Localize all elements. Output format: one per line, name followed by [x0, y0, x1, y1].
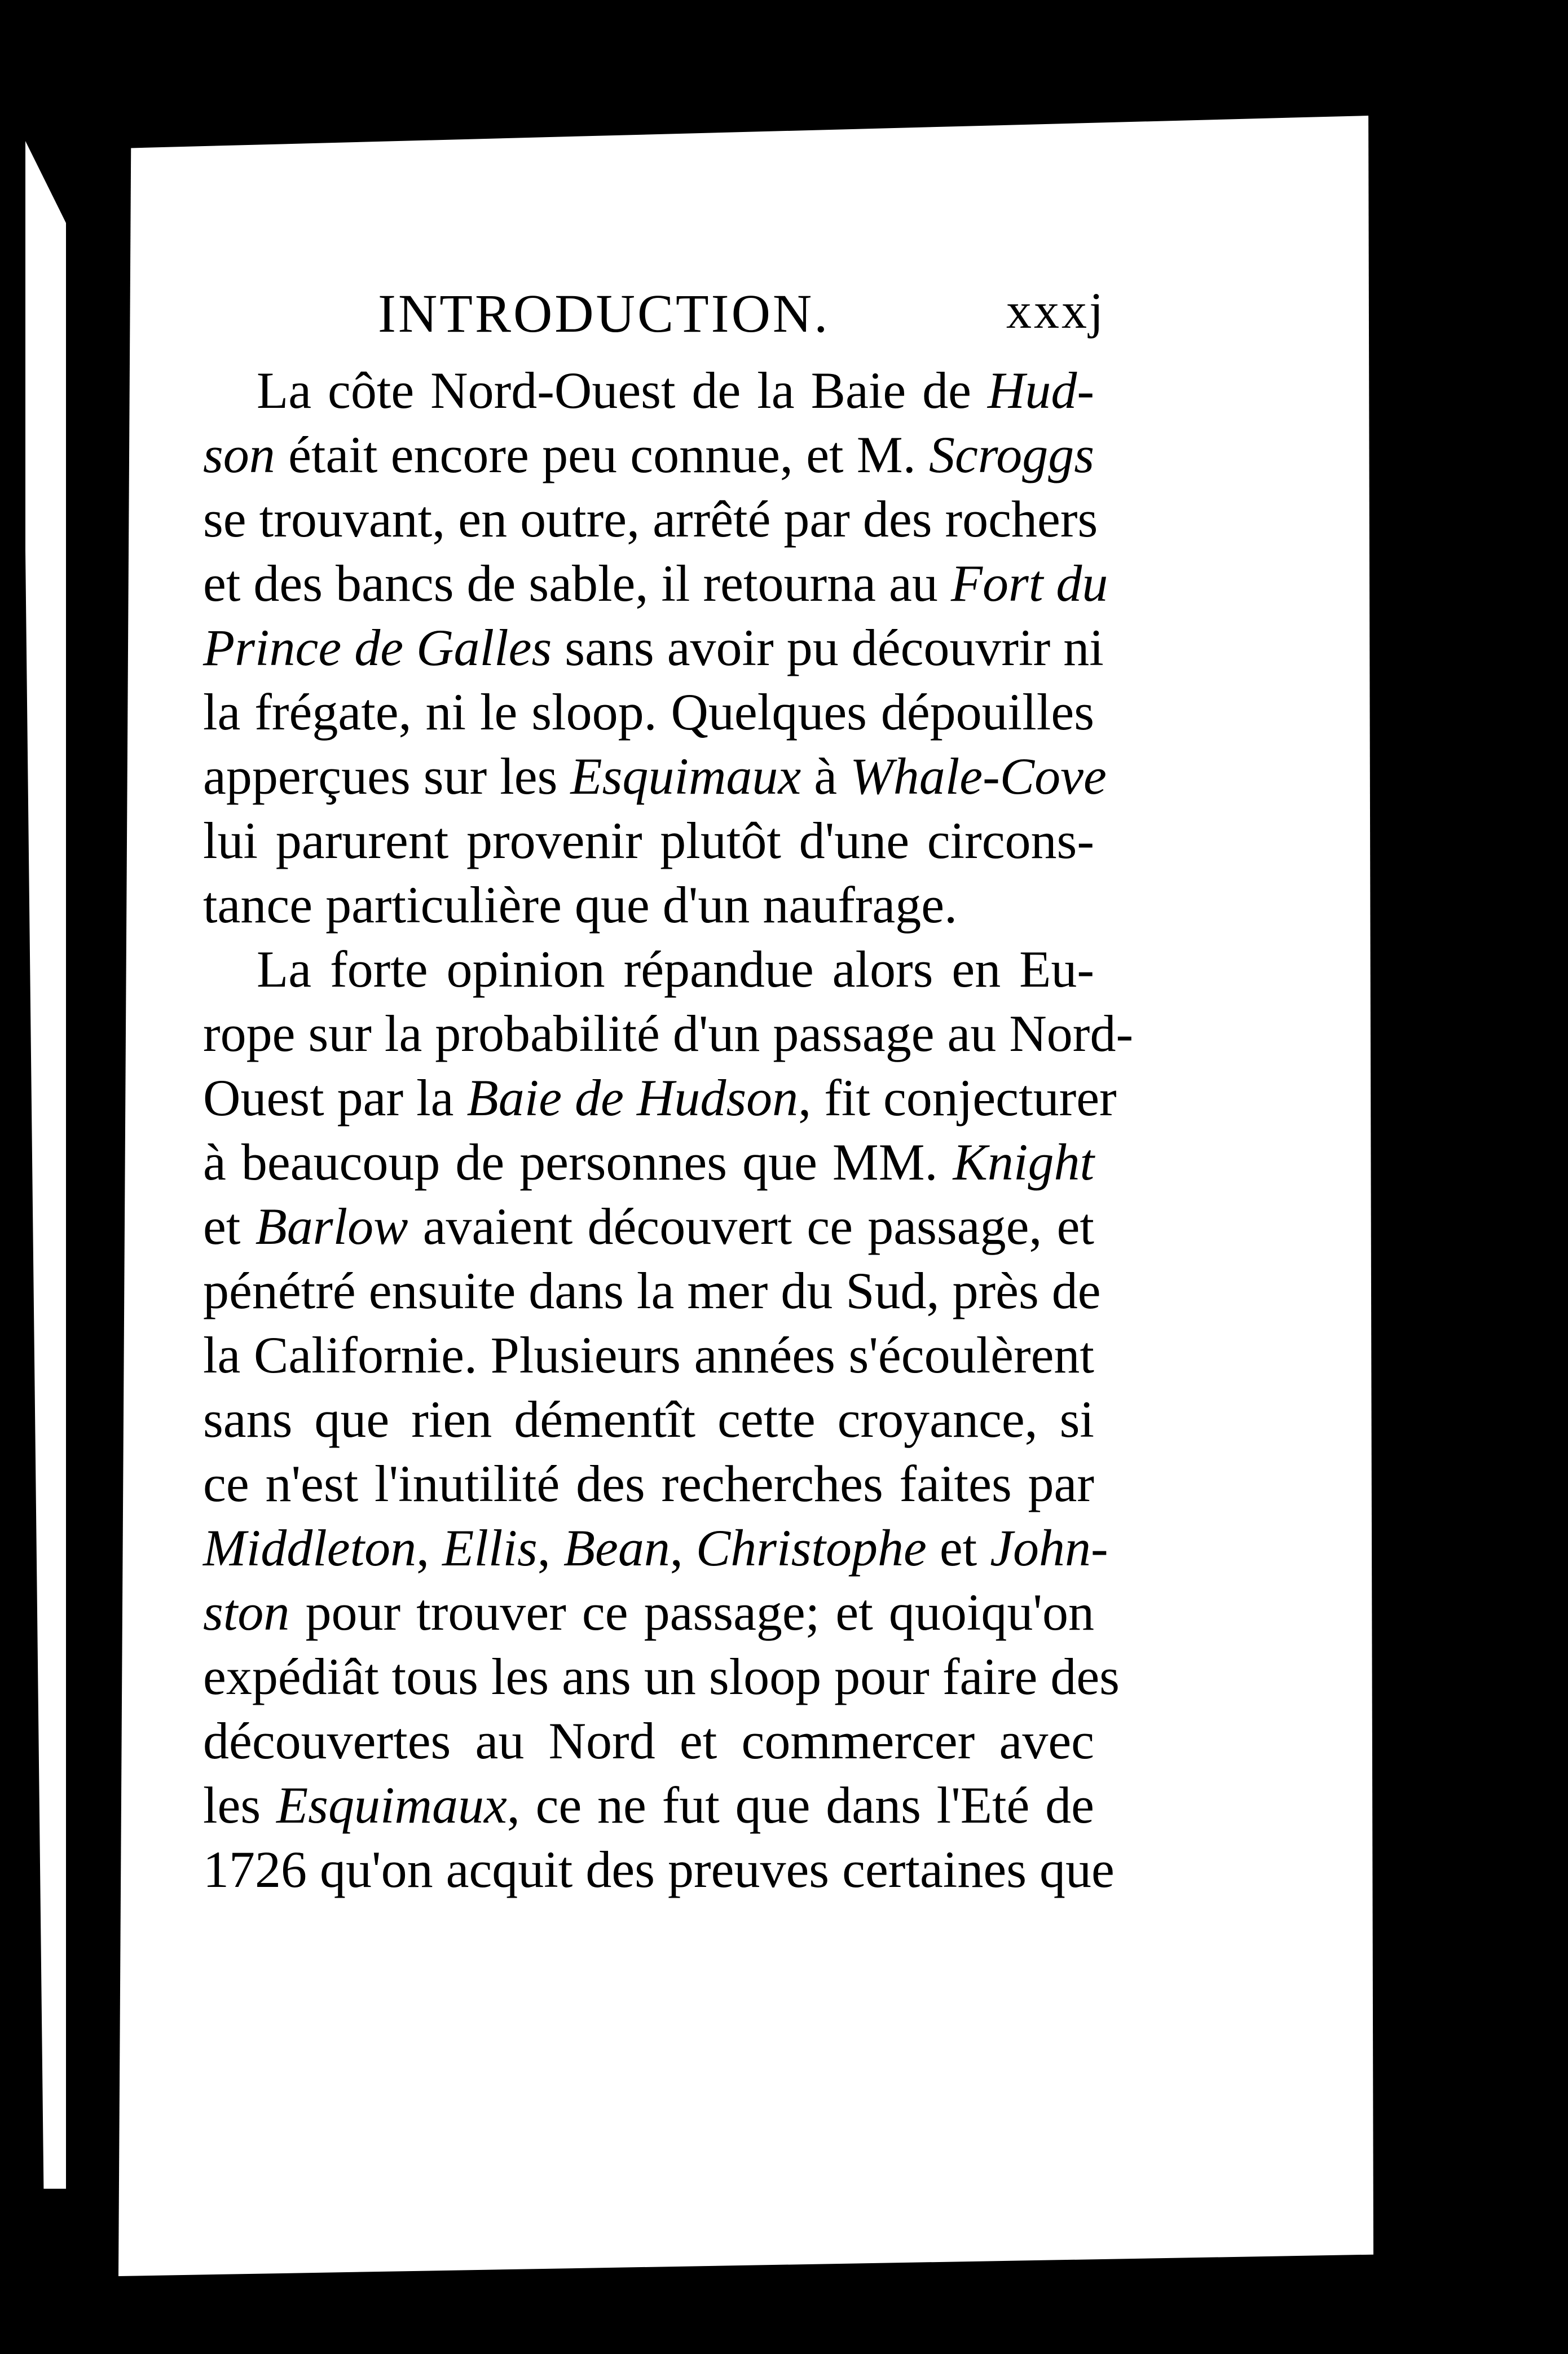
text-span: ,: [537, 1519, 563, 1577]
italic-span: Christophe: [695, 1519, 927, 1577]
text-line: [203, 551, 1108, 615]
text-line: [203, 1259, 1101, 1323]
text-line: [203, 1194, 1094, 1259]
text-line: [203, 1516, 1108, 1580]
text-span: avaient découvert ce passage, et: [408, 1198, 1094, 1255]
text-span: ,: [416, 1519, 443, 1577]
text-line: [203, 487, 1098, 551]
italic-span: son: [203, 426, 275, 483]
text-span: la frégate, ni le sloop. Quelques dépouilles: [203, 683, 1094, 741]
paragraph: [203, 358, 1108, 937]
running-header: [378, 282, 1105, 355]
italic-span: Esquimaux: [570, 747, 801, 805]
text-span: La forte opinion répandue alors en Eu-: [257, 940, 1094, 998]
text-line: [203, 1323, 1094, 1387]
paragraph: [203, 937, 1134, 1902]
text-span: et des bancs de sable, il retourna au: [203, 555, 951, 612]
text-line: [203, 615, 1104, 680]
italic-span: Prince de Galles: [203, 619, 552, 676]
text-span: à: [801, 747, 851, 805]
text-span: et: [203, 1198, 256, 1255]
text-span: ce n'est l'inutilité des recherches faites par: [203, 1455, 1094, 1512]
text-span: rope sur la probabilité d'un passage au Nord-: [203, 1005, 1134, 1062]
italic-span: Ellis: [442, 1519, 538, 1577]
italic-span: Barlow: [255, 1198, 408, 1255]
text-span: tance particulière que d'un naufrage.: [203, 876, 958, 934]
text-span: à beaucoup de personnes que MM.: [203, 1133, 953, 1191]
text-span: et: [926, 1519, 990, 1577]
text-line: [203, 1066, 1117, 1130]
text-line: [203, 1709, 1094, 1773]
body-text: [203, 358, 1134, 1902]
text-span: sans avoir pu découvrir ni: [552, 619, 1104, 676]
text-span: la Californie. Plusieurs années s'écoulèrent: [203, 1326, 1094, 1384]
italic-span: Scroggs: [928, 426, 1094, 483]
text-line: [203, 1837, 1115, 1902]
text-span: expédiât tous les ans un sloop pour faire des: [203, 1648, 1120, 1705]
text-line: [203, 680, 1094, 744]
text-span: La côte Nord-Ouest de la Baie de: [257, 362, 988, 419]
italic-span: Hud-: [987, 362, 1094, 419]
text-span: pour trouver ce passage; et quoiqu'on: [289, 1583, 1094, 1641]
text-span: découvertes au Nord et commercer avec: [203, 1712, 1094, 1770]
text-span: se trouvant, en outre, arrêté par des rochers: [203, 490, 1098, 548]
text-line: [203, 1580, 1094, 1644]
text-span: les: [203, 1776, 276, 1834]
text-span: apperçues sur les: [203, 747, 571, 805]
italic-span: Baie de Hudson: [466, 1069, 799, 1127]
italic-span: Fort du: [950, 555, 1108, 612]
page-number: xxxj: [1006, 283, 1105, 339]
italic-span: ston: [203, 1583, 290, 1641]
text-line: [203, 1773, 1094, 1837]
text-span: sans que rien démentît cette croyance, si: [203, 1391, 1094, 1448]
text-span: lui parurent provenir plutôt d'une circons-: [203, 812, 1094, 869]
text-line: [203, 1644, 1120, 1709]
text-line: [203, 873, 1094, 937]
text-span: pénétré ensuite dans la mer du Sud, près de: [203, 1262, 1101, 1319]
text-span: , fit conjecturer: [798, 1069, 1117, 1127]
running-title: INTRODUCTION.: [378, 283, 830, 344]
italic-span: Esquimaux: [276, 1776, 507, 1834]
text-line: [203, 358, 1094, 423]
text-span: 1726 qu'on acquit des preuves certaines que: [203, 1841, 1115, 1898]
text-line: [203, 1001, 1134, 1066]
italic-span: Middleton: [203, 1519, 417, 1577]
text-line: [203, 1451, 1094, 1516]
italic-span: Knight: [953, 1133, 1094, 1191]
text-span: ,: [670, 1519, 696, 1577]
italic-span: John-: [990, 1519, 1108, 1577]
italic-span: Whale-Cove: [850, 747, 1107, 805]
text-span: était encore peu connue, et M.: [275, 426, 929, 483]
text-line: [203, 1387, 1094, 1451]
text-line: [203, 937, 1094, 1001]
italic-span: Bean: [563, 1519, 670, 1577]
text-span: Ouest par la: [203, 1069, 467, 1127]
text-span: , ce ne fut que dans l'Eté de: [506, 1776, 1095, 1834]
adjacent-page-edge: [25, 141, 66, 2189]
text-line: [203, 423, 1094, 487]
text-line: [203, 1130, 1094, 1194]
text-line: [203, 808, 1094, 873]
text-line: [203, 744, 1107, 808]
